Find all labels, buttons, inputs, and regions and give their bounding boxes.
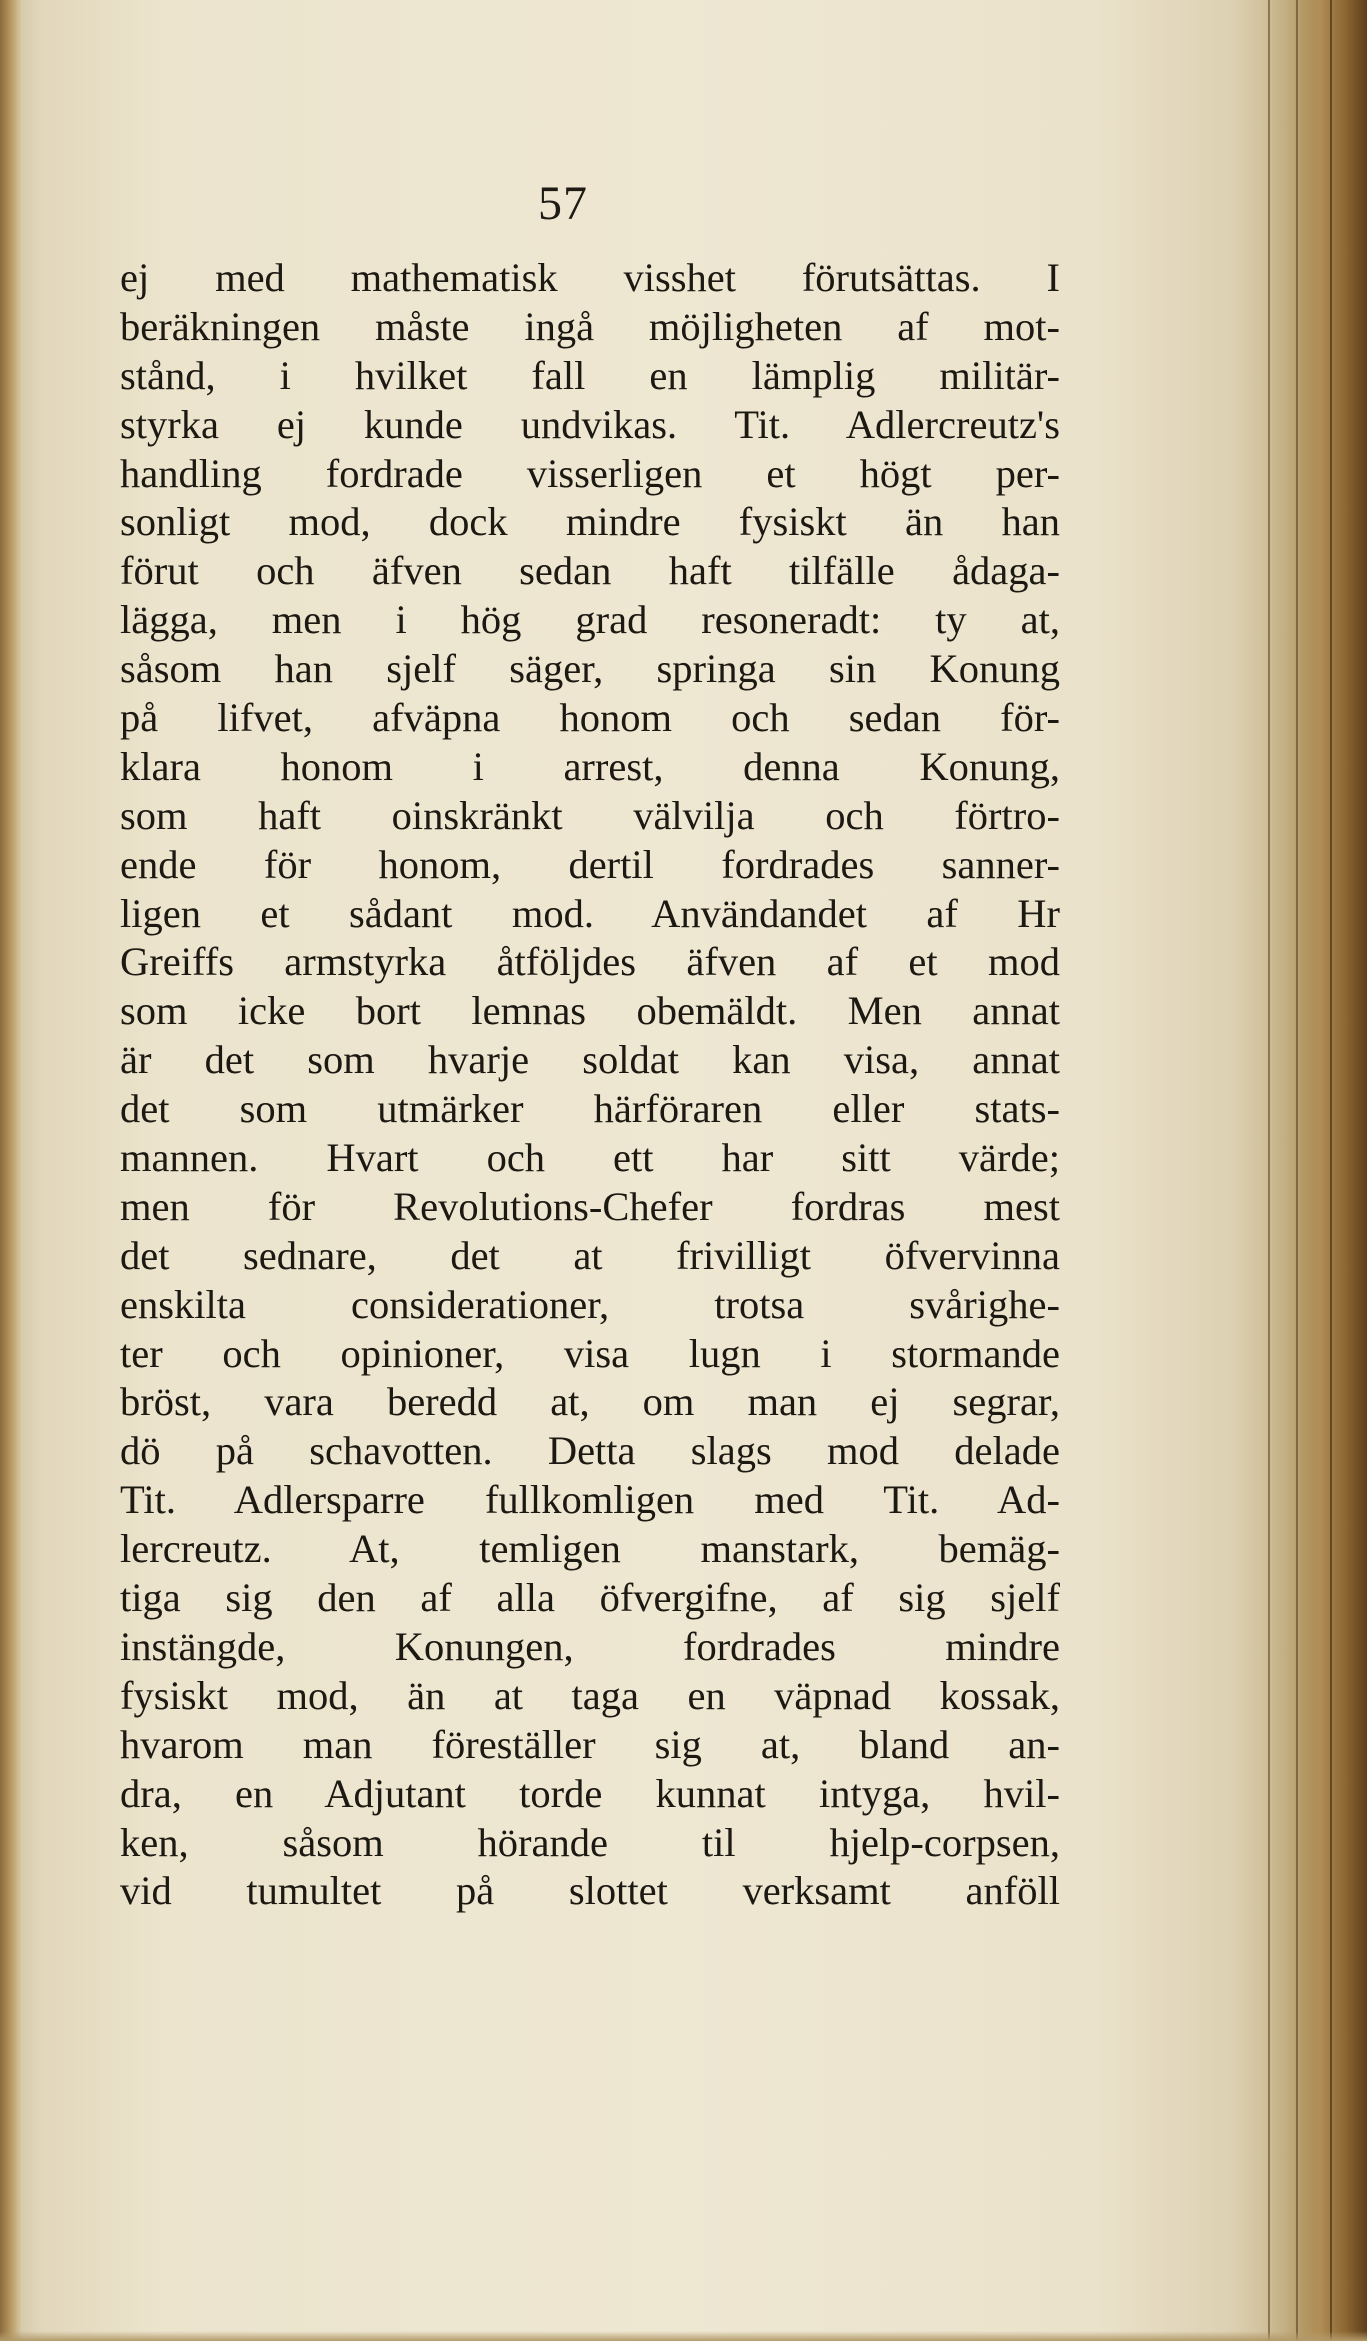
text-line: det som utmärker härföraren eller stats- bbox=[120, 1086, 1060, 1132]
page-left-edge bbox=[0, 0, 22, 2341]
text-line: ken, såsom hörande til hjelp-corpsen, bbox=[120, 1819, 1060, 1865]
text-line: ligen et sådant mod. Användandet af Hr bbox=[120, 890, 1060, 936]
gutter-fold-line bbox=[1268, 0, 1270, 2341]
text-line: instängde, Konungen, fordrades mindre bbox=[120, 1623, 1060, 1669]
text-line: ter och opinioner, visa lugn i stormande bbox=[120, 1330, 1060, 1376]
text-line: såsom han sjelf säger, springa sin Konung bbox=[120, 646, 1060, 692]
text-line: tiga sig den af alla öfvergifne, af sig sjelf bbox=[120, 1575, 1060, 1621]
text-line: på lifvet, afväpna honom och sedan för- bbox=[120, 695, 1060, 741]
text-line: det sednare, det at frivilligt öfvervinna bbox=[120, 1232, 1060, 1278]
text-line: beräkningen måste ingå möjligheten af mot- bbox=[120, 303, 1060, 349]
text-line: förut och äfven sedan haft tilfälle ådaga- bbox=[120, 548, 1060, 594]
text-line: styrka ej kunde undvikas. Tit. Adlercreutz's bbox=[120, 401, 1060, 447]
text-line: handling fordrade visserligen et högt per- bbox=[120, 450, 1060, 496]
text-line: fysiskt mod, än at taga en väpnad kossak, bbox=[120, 1672, 1060, 1718]
text-line: men för Revolutions-Chefer fordras mest bbox=[120, 1183, 1060, 1229]
gutter-fold-line bbox=[1296, 0, 1298, 2341]
text-line: lercreutz. At, temligen manstark, bemäg- bbox=[120, 1526, 1060, 1572]
text-line: Greiffs armstyrka åtföljdes äfven af et mod bbox=[120, 939, 1060, 985]
text-line: dra, en Adjutant torde kunnat intyga, hvil- bbox=[120, 1770, 1060, 1816]
text-line: mannen. Hvart och ett har sitt värde; bbox=[120, 1135, 1060, 1181]
page-number: 57 bbox=[538, 177, 588, 230]
text-line: sonligt mod, dock mindre fysiskt än han bbox=[120, 499, 1060, 545]
text-line: Tit. Adlersparre fullkomligen med Tit. Ad- bbox=[120, 1477, 1060, 1523]
text-line: som icke bort lemnas obemäldt. Men annat bbox=[120, 988, 1060, 1034]
text-line: stånd, i hvilket fall en lämplig militär- bbox=[120, 352, 1060, 398]
page-bottom-edge bbox=[0, 2331, 1367, 2341]
text-line: ej med mathematisk visshet förutsättas. I bbox=[120, 255, 1060, 300]
text-line: ende för honom, dertil fordrades sanner- bbox=[120, 841, 1060, 887]
text-line: är det som hvarje soldat kan visa, annat bbox=[120, 1037, 1060, 1083]
text-line: bröst, vara beredd at, om man ej segrar, bbox=[120, 1379, 1060, 1425]
text-line: klara honom i arrest, denna Konung, bbox=[120, 743, 1060, 789]
text-line: som haft oinskränkt välvilja och förtro- bbox=[120, 792, 1060, 838]
body-text bbox=[120, 254, 1060, 1916]
text-line: lägga, men i hög grad resoneradt: ty at, bbox=[120, 597, 1060, 643]
text-line: vid tumultet på slottet verksamt anföll bbox=[120, 1868, 1060, 1914]
text-line: hvarom man föreställer sig at, bland an- bbox=[120, 1721, 1060, 1767]
gutter-fold-line bbox=[1330, 0, 1332, 2341]
text-line: enskilta considerationer, trotsa svårighe- bbox=[120, 1281, 1060, 1327]
text-line: dö på schavotten. Detta slags mod delade bbox=[120, 1428, 1060, 1474]
binding-gutter bbox=[1262, 0, 1367, 2341]
